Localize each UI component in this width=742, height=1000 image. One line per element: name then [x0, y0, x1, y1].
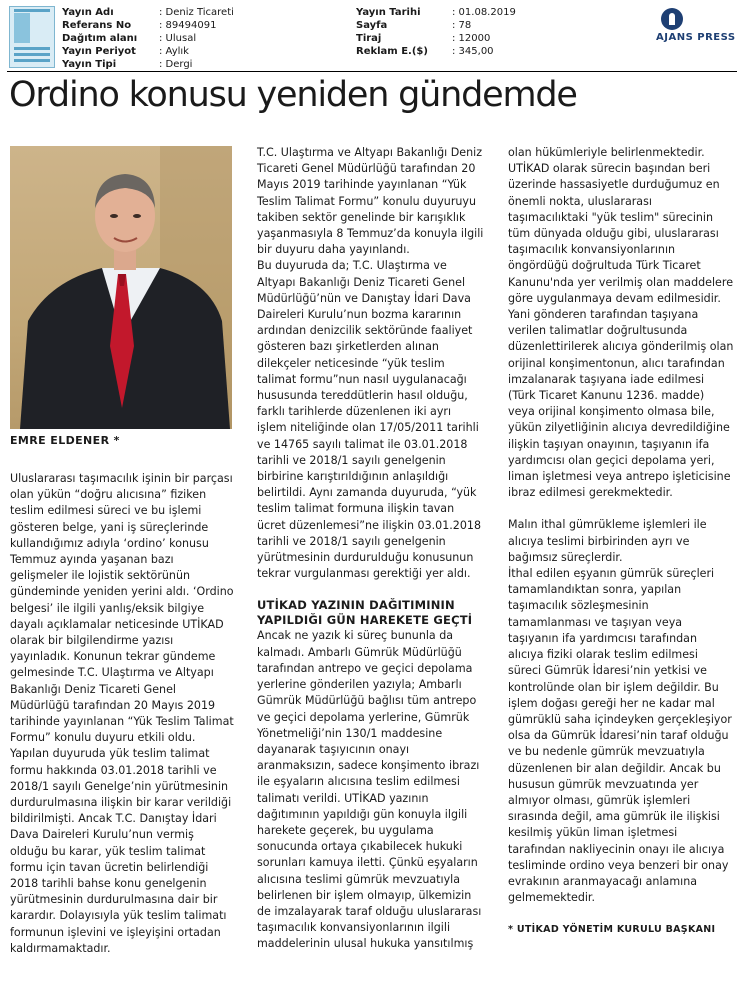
meta-key: Referans No: [62, 20, 132, 31]
logo-text: AJANS PRESS: [656, 32, 736, 43]
paragraph: olan hükümleriyle belirlenmektedir. UTİKAD olarak sürecin başından beri üzerinde hassasiyetle durduğumuz en önemli nokta, uluslararası taşımacılıktaki "yük teslim" sürecinin tüm dünyada olduğu gibi, uluslararası taşımacılık konvansiyonlarının öngördüğü doğrultuda Türk Ticaret Kanunu'nda yer verilmiş olan maddelere göre uygulanmaya devam edilmesidir. Yani gönderen tarafından taşıyana verilen talimatlar doğrultusunda düzenlettirilerek alıcıya gönderilmiş olan orijinal konşimentonun, alıcı tarafından imzalanarak taşıyana iade edilmesi (Türk Ticaret Kanunu 1236. madde) veya orijinal konşimento olmasa bile, yükün zilyetliğinin alıcıya devredildiğine ilişkin taşıyan onayının, taşıyanın ifa yardımcısı olan geçici depolama yeri, liman işletmesi veya antrepo işleticisine ibraz edilmesi gerekmektedir.: [508, 146, 734, 500]
meta-key: Tiraj: [356, 33, 382, 44]
paragraph: Uluslararası taşımacılık işinin bir parçası olan yükün “doğru alıcısına” fiziken teslim edilmesi süreci ve bu işlemi gösteren belge, yani iş süreçlerinde kullandığımız adıyla ‘ordino’ konusu Temmuz ayında yaşanan bazı gelişmeler ile lojistik sektörünün gündeminde yeniden yerini aldı. ‘Ordino belgesi’ ile ilgili yanlış/eksik bilgiye dayalı açıklamalar neticesinde UTİKAD olarak bir bilgilendirme yazısı yayınladık. Konunun tekrar gündeme gelmesinde T.C. Ulaştırma ve Altyapı Bakanlığı Deniz Ticareti Genel Müdürlüğü tarafından 20 Mayıs 2019 tarihinde yayınlanan “Yük Teslim Talimat Formu” konulu duyuru etkili oldu. Yapılan duyuruda yük teslim talimat formu hakkında 03.01.2018 tarihli ve 2018/1 sayılı Genelge’nin yürütmesinin durdurulmasına ilişkin bir karar verildiği bildirilmişti. Ancak T.C. Danıştay İdari Dava Daireleri Kurulu’nun vermiş olduğu bu karar, yük teslim talimat formu için tavan ücretin belirlendiği 2018 tarihli bahse konu genelgenin yürütmesinin durdurulmasına dair bir karardır. Dolayısıyla yük teslim talimatı formunun işlevini ve işleyişini ortadan kaldırmamaktadır.: [10, 472, 234, 955]
author-photo: [10, 146, 232, 429]
meta-key: Yayın Tarihi: [356, 7, 421, 18]
author-signature: * UTİKAD YÖNETİM KURULU BAŞKANI: [508, 924, 716, 936]
issue-meta: [356, 6, 516, 58]
meta-value: : Dergi: [159, 59, 193, 70]
clipping-header: [0, 0, 742, 72]
article-column-1: [10, 471, 234, 957]
meta-value: : 12000: [452, 33, 491, 44]
meta-key: Dağıtım alanı: [62, 33, 138, 44]
article-column-2: [257, 145, 484, 953]
paragraph: Malın ithal gümrükleme işlemleri ile alıcıya teslimi birbirinden ayrı ve bağımsız süreçlerdir.: [508, 518, 707, 564]
meta-key: Reklam E.($): [356, 46, 428, 57]
paragraph: Bu duyuruda da; T.C. Ulaştırma ve Altyapı Bakanlığı Deniz Ticareti Genel Müdürlüğü’nün ve Danıştay İdari Dava Daireleri Kurulu’nun bozma kararının ardından denizcilik sektöründe faaliyet gösteren bazı şirketlerden alınan dilekçeler neticesinde “yük teslim talimat formu”nun nasıl uygulanacağı hususunda tereddütlerin hasıl olduğu, farklı tarihlerde düzenlenen iki ayrı işlem niteliğinde olan 17/05/2011 tarihli ve 14765 sayılı talimat ile 03.01.2018 tarihli ve 2018/1 sayılı genelgenin birbirine karıştırıldığının anlaşıldığı belirtildi. Aynı zamanda duyuruda, “yük teslim talimat formuna ilişkin tavan ücret düzenlemesi”ne ilişkin 03.01.2018 tarihli ve 2018/1 sayılı genelgenin yürütmesinin durdurulduğu konusunun tekrar vurgulanması gerektiği yer aldı.: [257, 259, 482, 581]
meta-value: : Aylık: [159, 46, 189, 57]
meta-value: : 78: [452, 20, 472, 31]
header-divider: [7, 71, 737, 72]
paragraph: İthal edilen eşyanın gümrük süreçleri tamamlandıktan sonra, yapılan taşımacılık sözleşmesinin tamamlanması ve taşıyan veya taşıyanın ifa yardımcısı tarafından alıcıya fiziki olarak teslim edilmesi süreci Gümrük İdaresi’nin yetkisi ve kontrolünde olan bir işlem değildir. Bu işlem doğası gereği her ne kadar mal gümrüklü saha içindeyken gerçekleşiyor olsa da Gümrük İdaresi’nin taraf olduğu ve bu nedenle gümrük mevzuatıyla düzenlenen bir alan değildir. Ancak bu hususun gümrük mevzuatında yer almıyor olması, gümrük işlemleri sırasında değil, ama gümrük ile ilişkisi kesilmiş yükün liman işletmesi tarafından nakliyecinin onayı ile alıcıya tesliminde ordino veya benzeri bir onay evrakının aranmayacağı anlamına gelmemektedir.: [508, 567, 732, 905]
paragraph: T.C. Ulaştırma ve Altyapı Bakanlığı Deniz Ticareti Genel Müdürlüğü tarafından 20 Mayıs 2019 tarihinde yayınlanan “Yük Teslim Talimat Formu” konulu duyuruyu takiben sektör genelinde bir karışıklık yaşanmasıyla 8 Temmuz’da konuyla ilgili bir duyuru daha yayınlandı.: [257, 146, 484, 257]
meta-key: Yayın Adı: [62, 7, 114, 18]
publication-meta: [62, 6, 234, 71]
meta-value: : 345,00: [452, 46, 494, 57]
meta-key: Sayfa: [356, 20, 388, 31]
section-heading: UTİKAD YAZININ DAĞITIMININ YAPILDIĞI GÜN HAREKETE GEÇTİ: [257, 598, 473, 628]
portrait-illustration: [10, 146, 232, 429]
meta-key: Yayın Periyot: [62, 46, 136, 57]
logo-mark-icon: [661, 8, 683, 30]
meta-value: : 01.08.2019: [452, 7, 516, 18]
ajans-press-logo: [650, 8, 736, 44]
meta-value: : 89494091: [159, 20, 217, 31]
article-title: Ordino konusu yeniden gündemde: [9, 75, 577, 115]
page-thumbnail: [9, 6, 55, 68]
meta-value: : Deniz Ticareti: [159, 7, 234, 18]
meta-key: Yayın Tipi: [62, 59, 117, 70]
paragraph: Ancak ne yazık ki süreç bununla da kalmadı. Ambarlı Gümrük Müdürlüğü tarafından antrepo ve geçici depolama yerlerine gönderilen yazıyla; Ambarlı Gümrük Müdürlüğü bağlısı tüm antrepo ve geçici depolama yerlerine, Gümrük Yönetmeliği’nin 130/1 maddesine dayanarak taşıyıcının onayı aranmaksızın, sadece konşimento ibrazı ile eşyaların alıcısına teslim edilmesi talimatı verildi. UTİKAD yazının dağıtımının yapıldığı gün konuyla ilgili harekete geçerek, bu uygulama sonucunda ortaya çıkabilecek hukuki sorunları kamuya iletti. Çünkü eşyaların alıcısına teslimi gümrük mevzuatıyla belirlenen bir işlem olmayıp, ülkemizin de imzalayarak taraf olduğu uluslararası taşımacılık konvansiyonlarının ilgili maddelerinin ulusal hukuka yansıtılmış: [257, 629, 482, 951]
author-name: EMRE ELDENER *: [10, 434, 120, 447]
article-column-3: [508, 145, 734, 939]
meta-value: : Ulusal: [159, 33, 197, 44]
